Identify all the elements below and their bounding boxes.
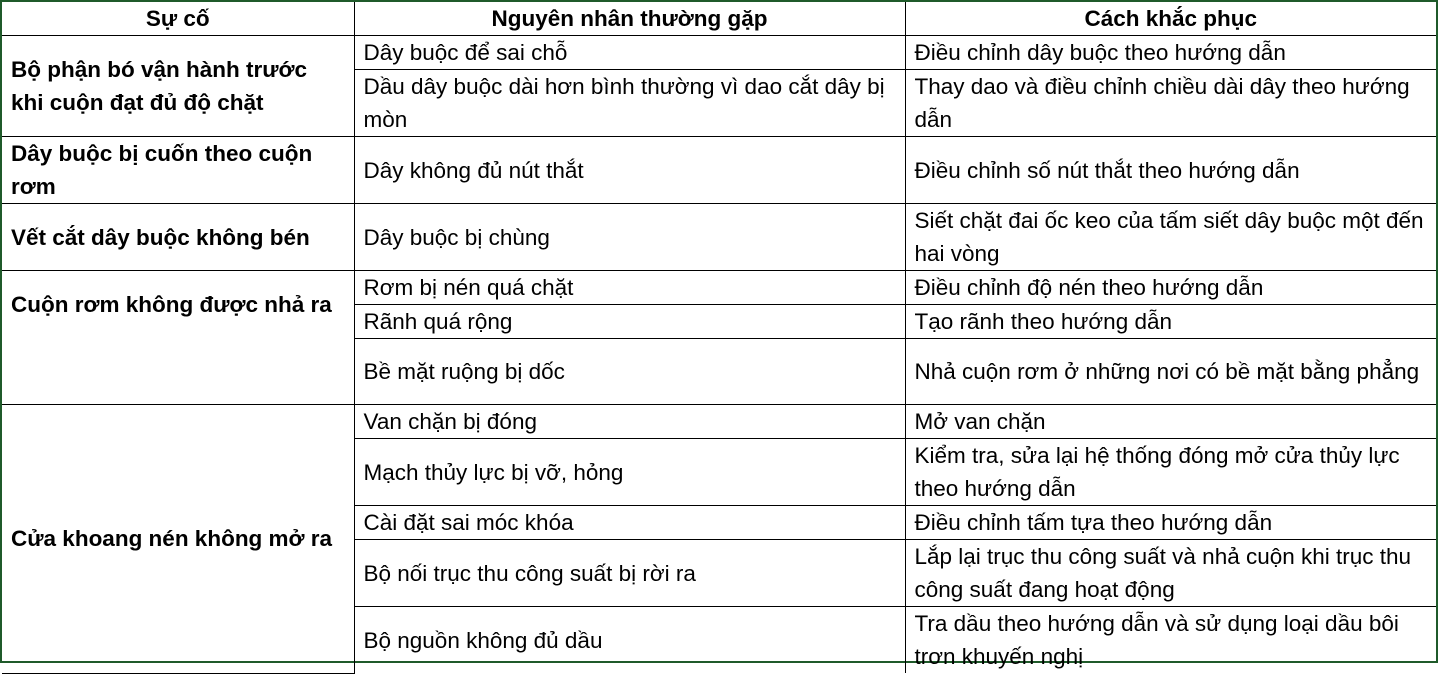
table-row (2, 405, 1436, 439)
issue-cell: Vết cắt dây buộc không bén (2, 204, 354, 271)
fix-cell: Điều chỉnh tấm tựa theo hướng dẫn (905, 506, 1436, 540)
cause-cell: Bộ nối trục thu công suất bị rời ra (354, 540, 905, 607)
cause-cell: Dây buộc bị chùng (354, 204, 905, 271)
cause-cell: Bề mặt ruộng bị dốc (354, 339, 905, 405)
fix-cell: Siết chặt đai ốc keo của tấm siết dây buộc một đến hai vòng (905, 204, 1436, 271)
table-row (2, 137, 1436, 204)
cause-cell: Rãnh quá rộng (354, 305, 905, 339)
cause-cell: Dây không đủ nút thắt (354, 137, 905, 204)
fix-cell: Nhả cuộn rơm ở những nơi có bề mặt bằng phẳng (905, 339, 1436, 405)
issue-cell: Dây buộc bị cuốn theo cuộn rơm (2, 137, 354, 204)
cause-cell: Van chặn bị đóng (354, 405, 905, 439)
fix-cell: Điều chỉnh số nút thắt theo hướng dẫn (905, 137, 1436, 204)
troubleshooting-table (2, 2, 1436, 674)
fix-cell: Thay dao và điều chỉnh chiều dài dây theo hướng dẫn (905, 70, 1436, 137)
cause-cell: Dây buộc để sai chỗ (354, 36, 905, 70)
cause-cell: Mạch thủy lực bị vỡ, hỏng (354, 439, 905, 506)
fix-cell: Lắp lại trục thu công suất và nhả cuộn khi trục thu công suất đang hoạt động (905, 540, 1436, 607)
fix-cell: Điều chỉnh độ nén theo hướng dẫn (905, 271, 1436, 305)
header-row (2, 2, 1436, 36)
cause-cell: Bộ nguồn không đủ dầu (354, 607, 905, 674)
header-cause: Nguyên nhân thường gặp (354, 2, 905, 36)
cause-cell: Cài đặt sai móc khóa (354, 506, 905, 540)
fix-cell: Tạo rãnh theo hướng dẫn (905, 305, 1436, 339)
issue-cell: Bộ phận bó vận hành trước khi cuộn đạt đủ độ chặt (2, 36, 354, 137)
cause-cell: Dầu dây buộc dài hơn bình thường vì dao cắt dây bị mòn (354, 70, 905, 137)
fix-cell: Điều chỉnh dây buộc theo hướng dẫn (905, 36, 1436, 70)
cause-cell: Rơm bị nén quá chặt (354, 271, 905, 305)
fix-cell: Tra dầu theo hướng dẫn và sử dụng loại dầu bôi trơn khuyến nghị (905, 607, 1436, 674)
table-row (2, 204, 1436, 271)
issue-cell: Cuộn rơm không được nhả ra (2, 271, 354, 405)
fix-cell: Kiểm tra, sửa lại hệ thống đóng mở cửa thủy lực theo hướng dẫn (905, 439, 1436, 506)
fix-cell: Mở van chặn (905, 405, 1436, 439)
header-issue: Sự cố (2, 2, 354, 36)
table-row (2, 36, 1436, 70)
issue-cell: Cửa khoang nén không mở ra (2, 405, 354, 674)
header-fix: Cách khắc phục (905, 2, 1436, 36)
table-row (2, 271, 1436, 305)
